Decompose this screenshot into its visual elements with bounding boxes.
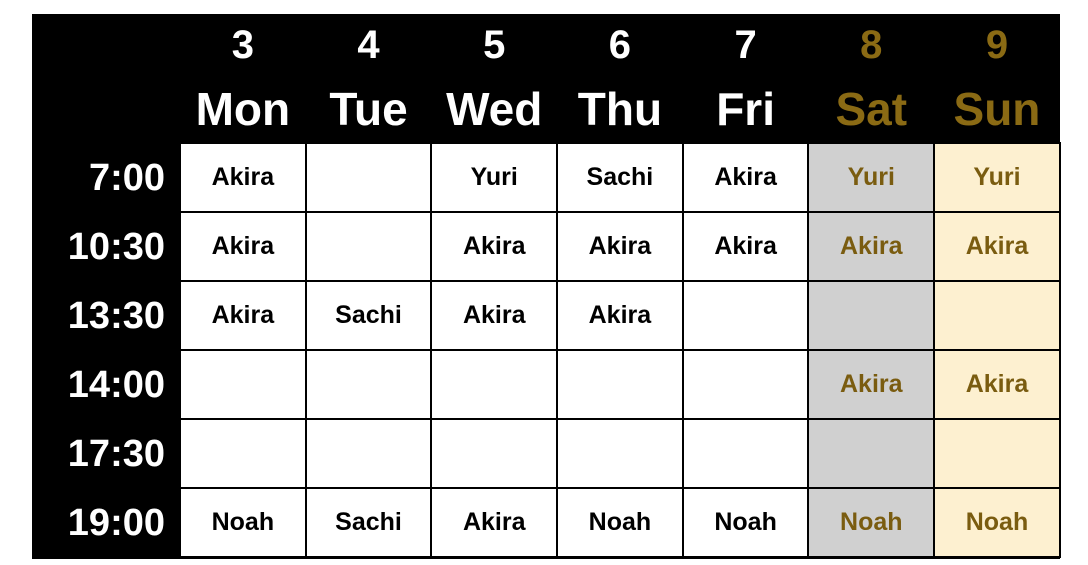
header-corner-daynames — [32, 76, 180, 143]
schedule-cell[interactable]: Noah — [808, 488, 934, 557]
schedule-cell[interactable]: Akira — [683, 143, 809, 212]
schedule-cell[interactable] — [808, 419, 934, 488]
schedule-cell[interactable] — [934, 281, 1060, 350]
schedule-cell[interactable]: Noah — [557, 488, 683, 557]
schedule-row — [32, 350, 1060, 419]
header-date-mon: 3 — [180, 14, 306, 76]
header-date-thu: 6 — [557, 14, 683, 76]
header-date-sun: 9 — [934, 14, 1060, 76]
header-day-wed: Wed — [431, 76, 557, 143]
schedule-cell[interactable] — [431, 350, 557, 419]
schedule-cell[interactable]: Akira — [180, 281, 306, 350]
schedule-cell[interactable]: Akira — [431, 488, 557, 557]
schedule-cell[interactable] — [557, 350, 683, 419]
schedule-cell[interactable]: Noah — [934, 488, 1060, 557]
header-day-mon: Mon — [180, 76, 306, 143]
schedule-cell[interactable] — [683, 419, 809, 488]
schedule-row — [32, 419, 1060, 488]
schedule-cell[interactable]: Sachi — [306, 281, 432, 350]
row-time-label: 7:00 — [32, 143, 180, 212]
header-day-tue: Tue — [306, 76, 432, 143]
header-date-sat: 8 — [808, 14, 934, 76]
schedule-cell[interactable]: Akira — [431, 212, 557, 281]
schedule-cell[interactable] — [683, 350, 809, 419]
schedule-cell[interactable]: Noah — [683, 488, 809, 557]
schedule-cell[interactable] — [306, 419, 432, 488]
schedule-cell[interactable]: Akira — [180, 212, 306, 281]
schedule-row — [32, 488, 1060, 557]
schedule-cell[interactable]: Yuri — [808, 143, 934, 212]
header-day-fri: Fri — [683, 76, 809, 143]
row-time-label: 14:00 — [32, 350, 180, 419]
schedule-header — [32, 14, 1060, 143]
schedule-cell[interactable]: Akira — [180, 143, 306, 212]
schedule-cell[interactable] — [306, 143, 432, 212]
schedule-cell[interactable] — [306, 350, 432, 419]
schedule-cell[interactable] — [431, 419, 557, 488]
schedule-cell[interactable]: Akira — [808, 212, 934, 281]
header-date-wed: 5 — [431, 14, 557, 76]
header-corner-dates — [32, 14, 180, 76]
schedule-cell[interactable]: Yuri — [934, 143, 1060, 212]
schedule-cell[interactable]: Sachi — [306, 488, 432, 557]
header-row-dates — [32, 14, 1060, 76]
schedule-cell[interactable] — [180, 350, 306, 419]
header-date-fri: 7 — [683, 14, 809, 76]
schedule-board — [32, 14, 1060, 559]
row-time-label: 17:30 — [32, 419, 180, 488]
schedule-cell[interactable] — [808, 281, 934, 350]
header-day-sun: Sun — [934, 76, 1060, 143]
schedule-row — [32, 143, 1060, 212]
schedule-cell[interactable]: Akira — [557, 212, 683, 281]
schedule-row — [32, 281, 1060, 350]
schedule-table — [32, 14, 1061, 558]
schedule-cell[interactable] — [557, 419, 683, 488]
header-day-thu: Thu — [557, 76, 683, 143]
schedule-cell[interactable]: Noah — [180, 488, 306, 557]
row-time-label: 19:00 — [32, 488, 180, 557]
row-time-label: 13:30 — [32, 281, 180, 350]
schedule-cell[interactable]: Akira — [557, 281, 683, 350]
schedule-row — [32, 212, 1060, 281]
schedule-cell[interactable] — [180, 419, 306, 488]
schedule-cell[interactable] — [683, 281, 809, 350]
schedule-body — [32, 143, 1060, 557]
schedule-cell[interactable]: Yuri — [431, 143, 557, 212]
schedule-cell[interactable]: Akira — [808, 350, 934, 419]
schedule-cell[interactable]: Sachi — [557, 143, 683, 212]
header-row-daynames — [32, 76, 1060, 143]
schedule-cell[interactable]: Akira — [934, 350, 1060, 419]
schedule-cell[interactable]: Akira — [683, 212, 809, 281]
schedule-cell[interactable] — [934, 419, 1060, 488]
schedule-cell[interactable]: Akira — [934, 212, 1060, 281]
row-time-label: 10:30 — [32, 212, 180, 281]
header-date-tue: 4 — [306, 14, 432, 76]
schedule-cell[interactable]: Akira — [431, 281, 557, 350]
schedule-cell[interactable] — [306, 212, 432, 281]
header-day-sat: Sat — [808, 76, 934, 143]
